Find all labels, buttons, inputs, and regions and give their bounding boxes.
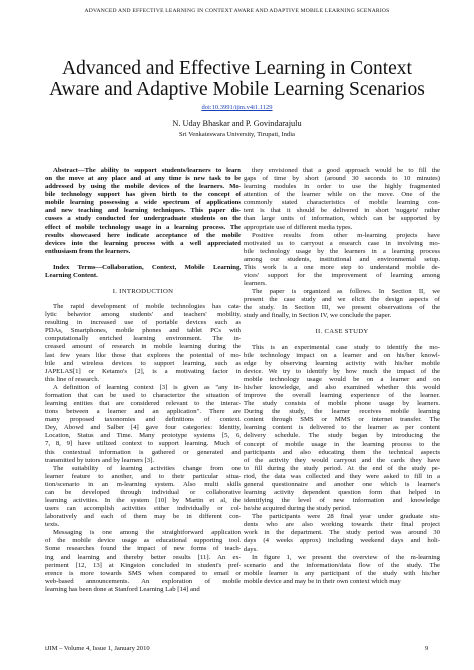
text-line: present the case study and we elicit the design aspects of — [244, 296, 440, 304]
text-line: This is an experimental case study to identify the mo- — [252, 343, 440, 351]
page-number: 9 — [425, 645, 429, 652]
text-line: texts. — [45, 521, 60, 529]
text-line: this line of research. — [45, 375, 100, 383]
text-line: Abstract—The ability to support students/learners to learn — [53, 167, 241, 174]
text-line: enthusiasm from the learners. — [45, 247, 131, 255]
text-line: 7, 8, 9] have utilized context to support learning. Much of — [45, 440, 241, 448]
text-line: learning activities. In the system [10] by Martin et al, the — [45, 496, 241, 504]
text-line: bile and wireless devices to support learning, such as — [45, 359, 241, 367]
text-line: riod, the data was collected and they were asked to fill in a — [244, 472, 440, 480]
text-line: Learning Content. — [45, 271, 98, 279]
text-line: device. We try to identify by how much the impact of the — [244, 367, 440, 375]
text-line: learner feature to another, and to their particular situa- — [45, 472, 241, 480]
paragraph — [244, 513, 440, 553]
text-line: Positive results from other m-learning projects have — [252, 231, 440, 239]
text-line: learning modules in order to use the highly fragmented — [244, 183, 440, 191]
text-line: laboratively and each of them may be in different con- — [45, 513, 241, 521]
text-line: devices into the learning process with a well appreciated — [45, 239, 241, 247]
text-line: his/her knowledge, and also examined whether this would — [244, 383, 440, 391]
text-line: the study. In Section III, we present observations of the — [244, 304, 440, 312]
text-line: many proposed taxonomies and definitions of context. — [45, 416, 241, 424]
text-line: During the study, the learner receives mobile learning — [244, 408, 440, 416]
text-line: improve the overall learning experience of the learner. — [244, 392, 440, 400]
text-line: general questionnaire and another one which is learner's — [244, 480, 440, 488]
text-line: periment [12, 13] at Kingston concluded in student's pref- — [45, 561, 241, 569]
paragraph — [244, 232, 440, 289]
text-line: erence is more towards SMS when compared to email or — [45, 569, 241, 577]
text-line: content through SMS or MMS or internet transfer. The — [244, 416, 440, 424]
text-line: participants and also educating them the technical aspects — [244, 448, 440, 456]
abstract — [45, 167, 241, 256]
paragraph — [244, 288, 440, 320]
text-line: mobile learning possessing a wide spectrum of applications — [45, 199, 241, 207]
doi-link[interactable]: doi:10.3991/ijim.v4i1.1129 — [201, 104, 273, 111]
paragraph — [244, 344, 440, 514]
text-line: creased amount of research in mobile learning during the — [45, 343, 241, 351]
section-heading-case-study: II. CASE STUDY — [315, 328, 369, 336]
text-line: on the move at any place and at any time is new task to be — [45, 175, 241, 183]
text-line: addressed by using the mobile devices of the learners. Mo- — [45, 183, 241, 191]
paper-title — [0, 58, 474, 100]
text-line: appropriate use of different media types. — [244, 223, 353, 231]
text-line: they envisioned that a good approach would be to fill the — [252, 167, 440, 174]
text-line: The paper is organized as follows. In Section II, we — [252, 288, 440, 296]
text-line: delivery schedule. The study began by introducing the — [244, 432, 440, 440]
intro-continued — [244, 167, 440, 320]
text-line: this contextual information is gathered or generated and — [45, 448, 241, 456]
text-line: Location, Status and Time. Many prototype systems [5, 6, — [45, 432, 241, 440]
text-line: tion/scenario in an m-learning system. Also multi skills — [45, 480, 241, 488]
text-line: days. — [244, 545, 258, 553]
affiliation: Sri Venkateswara University, Tirupati, India — [179, 131, 295, 138]
text-line: formation that can be used to characterize the situation of — [45, 391, 241, 399]
text-line: bile technology usage by the learners in a learning process — [244, 247, 440, 255]
footer-journal: iJIM – Volume 4, Issue 1, January 2010 — [45, 645, 150, 652]
text-line: transmitted by tutors and by learners [3]. — [45, 456, 155, 464]
text-line: A definition of learning context [3] is given as "any in- — [53, 383, 241, 391]
text-line: web-based announcements. An exploration of mobile — [45, 577, 241, 585]
text-line: The study consists of mobile phone usage by learners. — [244, 400, 440, 408]
text-line: and new teaching and learning techniques. This paper dis- — [45, 207, 241, 215]
text-line: attention of the learner while on the move. One of the — [244, 191, 440, 199]
authors: N. Uday Bhaskar and P. Govindarajulu — [172, 119, 302, 128]
text-line: cusses a study conducted for undergraduate students on the — [45, 215, 241, 223]
left-column — [45, 167, 241, 594]
paragraph — [45, 529, 241, 594]
text-line: days (4 weeks approx) including weekend days and holi- — [244, 537, 440, 545]
text-line: Dey, Abowd and Salber [4] gave four categories: Identity, — [45, 424, 241, 432]
text-line: edge by observing learning activity with his/her mobile — [244, 359, 440, 367]
text-line: bile technology support has given birth to the concept of — [45, 191, 241, 199]
text-line: Messaging is one among the straightforward application — [53, 529, 241, 537]
text-line: PDAs, Smartphones, mobile phones and tablet PCs with — [45, 327, 241, 335]
text-line: computationally enriched learning environment. The in- — [45, 335, 241, 343]
text-line: bile technology impact on a learner and on his/her knowl- — [244, 351, 440, 359]
text-line: The rapid development of mobile technologies has cata- — [53, 303, 241, 311]
text-line: concept of mobile usage in the learning process to the — [244, 440, 440, 448]
text-line: results showcased here indicate acceptance of the mobile — [45, 231, 241, 239]
text-line: to fill during the study period. At the end of the study pe- — [244, 464, 440, 472]
text-line: he/she acquired during the study period. — [244, 505, 352, 513]
text-line: users can accomplish activities either individually or col- — [45, 505, 241, 513]
text-line: resulting in increased use of portable devices such as — [45, 319, 241, 327]
running-header: ADVANCED AND EFFECTIVE LEARNING IN CONTEXT AWARE AND ADAPTIVE MOBILE LEARNING SCENARIOS — [84, 8, 390, 14]
text-line: than large units of information, which can be supported by — [244, 215, 440, 223]
text-line: vices' support for the improvement of learning among — [244, 272, 440, 280]
section-heading-introduction: I. INTRODUCTION — [112, 288, 174, 296]
text-line: ing and learning and thereby better results [11]. An ex- — [45, 553, 241, 561]
paragraph — [244, 167, 440, 232]
index-terms — [45, 264, 241, 280]
text-line: learning content is delivered to the learner as per content — [244, 424, 440, 432]
text-line: Some researches found the impact of new forms of teach- — [45, 545, 241, 553]
text-line: can be developed through individual or collaborative — [45, 488, 241, 496]
right-column — [244, 167, 440, 586]
text-line: The suitability of learning activities change from one — [53, 464, 241, 472]
text-line: of the activity they would carryout and the cards they have — [244, 456, 440, 464]
text-line: tent is that it should be delivered in short 'nuggets' rather — [244, 207, 440, 215]
text-line: lytic behavior among students' and teachers' mobility, — [45, 311, 241, 319]
text-line: learning activity dependent question form that helped in — [244, 488, 440, 496]
text-line: among our students, institutional and environmental setup. — [244, 255, 440, 263]
paragraph — [45, 303, 241, 384]
text-line: scenario and the information/data flow of the study. The — [244, 561, 440, 569]
text-line: learners. — [244, 280, 267, 288]
text-line: last few years like those that explores the potential of mo- — [45, 351, 241, 359]
text-line: mobile technology usage would be on a learner and on — [244, 375, 440, 383]
text-line: Index Terms—Collaboration, Context, Mobile Learning, — [53, 263, 241, 271]
text-line: motivated us to carryout a research case in involving mo- — [244, 239, 440, 247]
text-line: commonly stated characteristics of mobile learning con- — [244, 199, 440, 207]
text-line: tions between a learner and an application". There are — [45, 408, 241, 416]
text-line: mobile learner is any participant of the study with his/her — [244, 569, 440, 577]
text-line: effect of mobile technology usage in a learning process. The — [45, 223, 241, 231]
text-line: This work is a one more step to understand mobile de- — [244, 263, 440, 271]
paragraph — [244, 554, 440, 586]
text-line: dents who are also working towards their final project — [244, 521, 440, 529]
paragraph — [45, 465, 241, 530]
text-line: identifying the level of new information and knowledge — [244, 497, 440, 505]
text-line: mobile device and may be in their own context which may — [244, 577, 401, 585]
text-line: gaps of time by short (around 30 seconds to 10 minutes) — [244, 175, 440, 183]
text-line: JAPELAS[1] or Ketamo's [2], is a motivating factor in — [45, 367, 241, 375]
title-line: Advanced and Effective Learning in Context — [62, 58, 412, 79]
text-line: study and finally, in Section IV, we conclude the paper. — [244, 312, 392, 320]
text-line: learning entities that are considered relevant to the interac- — [45, 400, 241, 408]
paragraph — [45, 384, 241, 465]
text-line: learning has been done at Stanford Learning Lab [14] and — [45, 585, 200, 593]
title-line: Aware and Adaptive Mobile Learning Scenarios — [49, 79, 425, 100]
intro-body — [45, 303, 241, 594]
text-line: work in the department. The study period was around 30 — [244, 529, 440, 537]
text-line: The participants were 28 final year under graduate stu- — [252, 513, 440, 521]
text-line: In figure 1, we present the overview of the m-learning — [252, 553, 440, 561]
case-study-body — [244, 344, 440, 586]
text-line: of the mobile device usage as educational supporting tool. — [45, 537, 241, 545]
